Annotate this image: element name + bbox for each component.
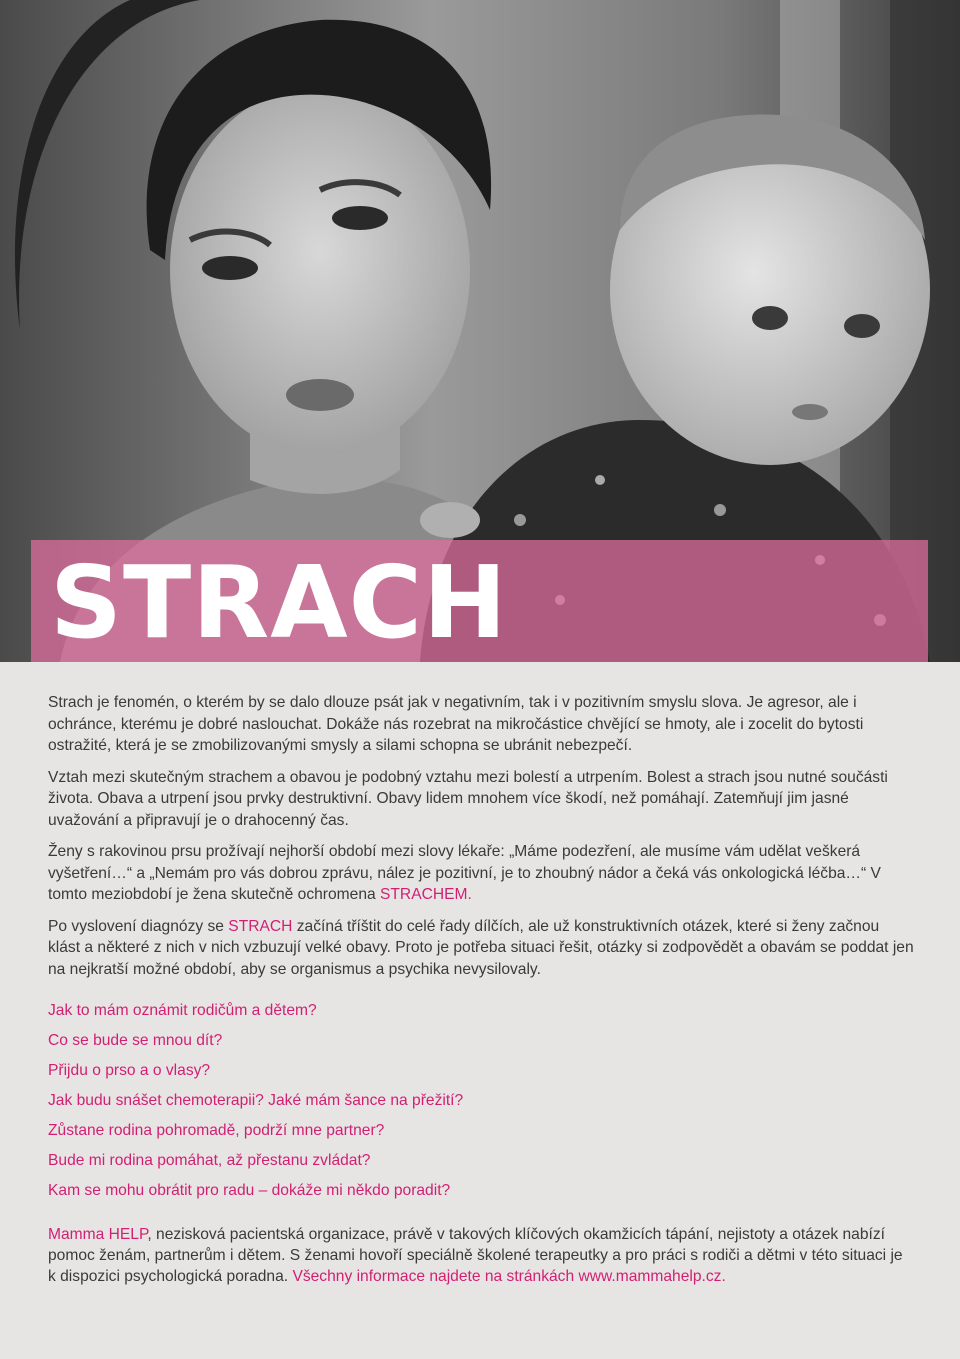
question-item: Bude mi rodina pomáhat, až přestanu zvládat? (48, 1152, 371, 1169)
page-title: STRACH (50, 544, 508, 661)
website-link[interactable]: Všechny informace najdete na stránkách www.mammahelp.cz. (292, 1268, 726, 1285)
footer-text: , nezisková pacientská organizace, právě v takových klíčových okamžicích tápání, nejistoty a otázek nabízí pomoc ženám, partnerům i dětem. S ženami hovoří speciálně školené terapeutky a pro práci s rodiči a dětmi v této situaci je k dispozici psychologická poradna. (48, 1226, 903, 1285)
paragraph-4 (48, 916, 914, 981)
question-item: Jak budu snášet chemoterapii? Jaké mám šance na přežití? (48, 1092, 464, 1109)
paragraph-2: Vztah mezi skutečným strachem a obavou je podobný vztahu mezi bolestí a utrpením. Bolest a strach jsou nutné součásti života. Obava a utrpení jsou prvky destruktivní. Obavy lidem mnohem více škodí, než pomáhají. Zatemňují jim jasné uvažování a připravují je o drahocenný čas. (48, 768, 888, 829)
question-item: Jak to mám oznámit rodičům a dětem? (48, 1002, 317, 1019)
paragraph-3-text: Ženy s rakovinou prsu prožívají nejhorší období mezi slovy lékaře: „Máme podezření, ale musíme vám udělat veškerá vyšetření…“ a „Nemám pro vás dobrou zprávu, nález je pozitivní, je to zhoubný nádor a čeká vás onkologická léčba…“ V tomto meziobdobí je žena skutečně ochromena (48, 843, 881, 903)
footer-paragraph (48, 1224, 914, 1287)
article-body (48, 692, 914, 1210)
paragraph-3-highlight: STRACHEM. (380, 886, 472, 903)
paragraph-4-highlight: STRACH (228, 917, 293, 935)
paragraph-4-after: začíná tříštit do celé řady dílčích, ale už konstruktivních otázek, které si ženy začnou klást a některé z nich v nich vzbuzují velké obavy. Proto je potřeba situaci řešit, otázky si zodpovědět a obavám se poddat jen na nejkratší možné období, aby se organismus a psychika nevysilovaly. (48, 917, 914, 978)
question-item: Zůstane rodina pohromadě, podrží mne partner? (48, 1122, 385, 1139)
questions-list (48, 1000, 914, 1201)
paragraph-3 (48, 841, 914, 906)
question-item: Přijdu o prso a o vlasy? (48, 1062, 211, 1079)
org-name: Mamma HELP (48, 1226, 148, 1243)
paragraph-1: Strach je fenomén, o kterém by se dalo dlouze psát jak v negativním, tak i v pozitivním smyslu slova. Je agresor, ale i ochránce, kterému je dobré naslouchat. Dokáže nás rozebrat na mikročástice chvějící se hmoty, ale i zocelit do bytosti ostražité, která je se zmobilizovanými smysly a silami schopna se ubránit nebezpečí. (48, 694, 864, 754)
question-item: Kam se mohu obrátit pro radu – dokáže mi někdo poradit? (48, 1182, 451, 1199)
paragraph-4-before: Po vyslovení diagnózy se (48, 917, 229, 935)
question-item: Co se bude se mnou dít? (48, 1032, 223, 1049)
